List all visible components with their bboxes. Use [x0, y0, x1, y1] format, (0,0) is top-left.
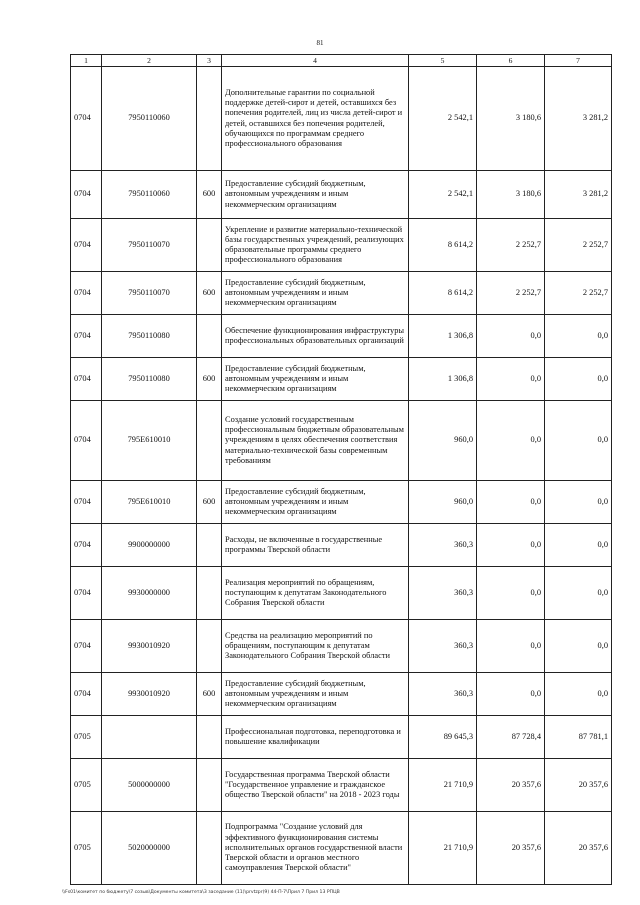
table-row [71, 567, 612, 620]
header-cell-1: 1 [71, 55, 102, 67]
amount-year1-cell: 89 645,3 [409, 716, 477, 759]
header-cell-2: 2 [102, 55, 197, 67]
amount-year2-cell: 2 252,7 [477, 219, 545, 272]
section-cell: 0704 [71, 620, 102, 673]
item-name-cell: Государственная программа Тверской области "Государственное управление и гражданское общество Тверской области" на 2018 - 2023 годы [222, 759, 409, 812]
expense-type-cell [197, 315, 222, 358]
expense-type-cell: 600 [197, 481, 222, 524]
amount-year2-cell: 20 357,6 [477, 759, 545, 812]
amount-year1-cell: 360,3 [409, 567, 477, 620]
item-name-cell: Средства на реализацию мероприятий по обращениям, поступающим к депутатам Законодательного Собрания Тверской области [222, 620, 409, 673]
header-cell-5: 5 [409, 55, 477, 67]
item-name-cell: Создание условий государственным профессиональным бюджетным образовательным учреждениям в целях обеспечения соответствия материально-технической базы современным требованиям [222, 401, 409, 481]
section-cell: 0704 [71, 481, 102, 524]
amount-year1-cell: 360,3 [409, 620, 477, 673]
amount-year2-cell: 0,0 [477, 358, 545, 401]
target-code-cell: 5000000000 [102, 759, 197, 812]
amount-year1-cell: 960,0 [409, 401, 477, 481]
target-code-cell: 9930010920 [102, 620, 197, 673]
table-row [71, 171, 612, 219]
expense-type-cell [197, 401, 222, 481]
target-code-cell [102, 716, 197, 759]
expense-type-cell [197, 67, 222, 171]
table-row [71, 272, 612, 315]
amount-year3-cell: 0,0 [545, 673, 612, 716]
amount-year2-cell: 3 180,6 [477, 171, 545, 219]
section-cell: 0704 [71, 171, 102, 219]
amount-year1-cell: 8 614,2 [409, 272, 477, 315]
target-code-cell: 9900000000 [102, 524, 197, 567]
header-cell-4: 4 [222, 55, 409, 67]
target-code-cell: 7950110060 [102, 67, 197, 171]
amount-year2-cell: 0,0 [477, 673, 545, 716]
target-code-cell: 7950110070 [102, 272, 197, 315]
expense-type-cell: 600 [197, 272, 222, 315]
item-name-cell: Предоставление субсидий бюджетным, автономным учреждениям и иным некоммерческим организациям [222, 673, 409, 716]
amount-year3-cell: 0,0 [545, 567, 612, 620]
amount-year1-cell: 960,0 [409, 481, 477, 524]
table-row [71, 67, 612, 171]
expense-type-cell [197, 716, 222, 759]
section-cell: 0705 [71, 812, 102, 885]
header-cell-3: 3 [197, 55, 222, 67]
target-code-cell: 5020000000 [102, 812, 197, 885]
amount-year3-cell: 20 357,6 [545, 812, 612, 885]
item-name-cell: Дополнительные гарантии по социальной поддержке детей-сирот и детей, оставшихся без попечения родителей, лиц из числа детей-сирот и детей, оставшихся без попечения родителей, обучающихся по программам среднего профессионального образования [222, 67, 409, 171]
expense-type-cell [197, 219, 222, 272]
expense-type-cell [197, 620, 222, 673]
section-cell: 0704 [71, 315, 102, 358]
section-cell: 0704 [71, 524, 102, 567]
amount-year1-cell: 1 306,8 [409, 315, 477, 358]
expense-type-cell [197, 524, 222, 567]
section-cell: 0705 [71, 716, 102, 759]
amount-year3-cell: 2 252,7 [545, 219, 612, 272]
page-number: 81 [316, 39, 324, 47]
section-cell: 0705 [71, 759, 102, 812]
section-cell: 0704 [71, 219, 102, 272]
target-code-cell: 7950110080 [102, 315, 197, 358]
amount-year1-cell: 2 542,1 [409, 171, 477, 219]
target-code-cell: 7950110060 [102, 171, 197, 219]
table-row [71, 812, 612, 885]
amount-year1-cell: 8 614,2 [409, 219, 477, 272]
item-name-cell: Подпрограмма "Создание условий для эффективного функционирования системы исполнительных органов государственной власти Тверской области и органов местного самоуправления Тверской области" [222, 812, 409, 885]
amount-year3-cell: 0,0 [545, 481, 612, 524]
table-row [71, 358, 612, 401]
item-name-cell: Укрепление и развитие материально-технической базы государственных учреждений, реализующих образовательные программы среднего профессионального образования [222, 219, 409, 272]
table-row [71, 620, 612, 673]
amount-year1-cell: 360,3 [409, 673, 477, 716]
amount-year3-cell: 0,0 [545, 401, 612, 481]
amount-year2-cell: 0,0 [477, 620, 545, 673]
amount-year3-cell: 20 357,6 [545, 759, 612, 812]
footer-file-path: \\Fs01\комитет по бюджету\7 созыв\Документы комитета\3 заседание (11)\prvtzpr(9) 44-П-7\Прил 7 Прил 13 РПЦВ [62, 890, 340, 895]
amount-year3-cell: 3 281,2 [545, 171, 612, 219]
item-name-cell: Расходы, не включенные в государственные программы Тверской области [222, 524, 409, 567]
target-code-cell: 9930010920 [102, 673, 197, 716]
item-name-cell: Профессиональная подготовка, переподготовка и повышение квалификации [222, 716, 409, 759]
item-name-cell: Обеспечение функционирования инфраструктуры профессиональных образовательных организаций [222, 315, 409, 358]
section-cell: 0704 [71, 401, 102, 481]
expense-type-cell [197, 759, 222, 812]
amount-year2-cell: 20 357,6 [477, 812, 545, 885]
section-cell: 0704 [71, 567, 102, 620]
amount-year1-cell: 360,3 [409, 524, 477, 567]
section-cell: 0704 [71, 358, 102, 401]
amount-year2-cell: 87 728,4 [477, 716, 545, 759]
amount-year2-cell: 0,0 [477, 481, 545, 524]
expense-type-cell: 600 [197, 673, 222, 716]
item-name-cell: Реализация мероприятий по обращениям, поступающим к депутатам Законодательного Собрания Тверской области [222, 567, 409, 620]
amount-year2-cell: 3 180,6 [477, 67, 545, 171]
amount-year3-cell: 2 252,7 [545, 272, 612, 315]
table-row [71, 524, 612, 567]
amount-year2-cell: 0,0 [477, 315, 545, 358]
expense-type-cell: 600 [197, 358, 222, 401]
target-code-cell: 7950110080 [102, 358, 197, 401]
item-name-cell: Предоставление субсидий бюджетным, автономным учреждениям и иным некоммерческим организациям [222, 171, 409, 219]
section-cell: 0704 [71, 67, 102, 171]
item-name-cell: Предоставление субсидий бюджетным, автономным учреждениям и иным некоммерческим организациям [222, 481, 409, 524]
target-code-cell: 9930000000 [102, 567, 197, 620]
table-row [71, 315, 612, 358]
budget-table [70, 54, 612, 885]
amount-year1-cell: 21 710,9 [409, 759, 477, 812]
amount-year3-cell: 0,0 [545, 620, 612, 673]
amount-year3-cell: 0,0 [545, 358, 612, 401]
amount-year2-cell: 0,0 [477, 524, 545, 567]
section-cell: 0704 [71, 272, 102, 315]
table-row [71, 481, 612, 524]
amount-year2-cell: 2 252,7 [477, 272, 545, 315]
amount-year1-cell: 21 710,9 [409, 812, 477, 885]
amount-year3-cell: 0,0 [545, 524, 612, 567]
section-cell: 0704 [71, 673, 102, 716]
amount-year3-cell: 87 781,1 [545, 716, 612, 759]
amount-year2-cell: 0,0 [477, 567, 545, 620]
expense-type-cell: 600 [197, 171, 222, 219]
item-name-cell: Предоставление субсидий бюджетным, автономным учреждениям и иным некоммерческим организациям [222, 358, 409, 401]
table-row [71, 401, 612, 481]
amount-year1-cell: 2 542,1 [409, 67, 477, 171]
table-row [71, 759, 612, 812]
expense-type-cell [197, 567, 222, 620]
header-cell-6: 6 [477, 55, 545, 67]
amount-year3-cell: 3 281,2 [545, 67, 612, 171]
amount-year2-cell: 0,0 [477, 401, 545, 481]
table-row [71, 716, 612, 759]
amount-year1-cell: 1 306,8 [409, 358, 477, 401]
header-cell-7: 7 [545, 55, 612, 67]
item-name-cell: Предоставление субсидий бюджетным, автономным учреждениям и иным некоммерческим организациям [222, 272, 409, 315]
expense-type-cell [197, 812, 222, 885]
target-code-cell: 795E610010 [102, 481, 197, 524]
header-row [71, 55, 612, 67]
table-row [71, 219, 612, 272]
amount-year3-cell: 0,0 [545, 315, 612, 358]
target-code-cell: 795E610010 [102, 401, 197, 481]
table-row [71, 673, 612, 716]
target-code-cell: 7950110070 [102, 219, 197, 272]
